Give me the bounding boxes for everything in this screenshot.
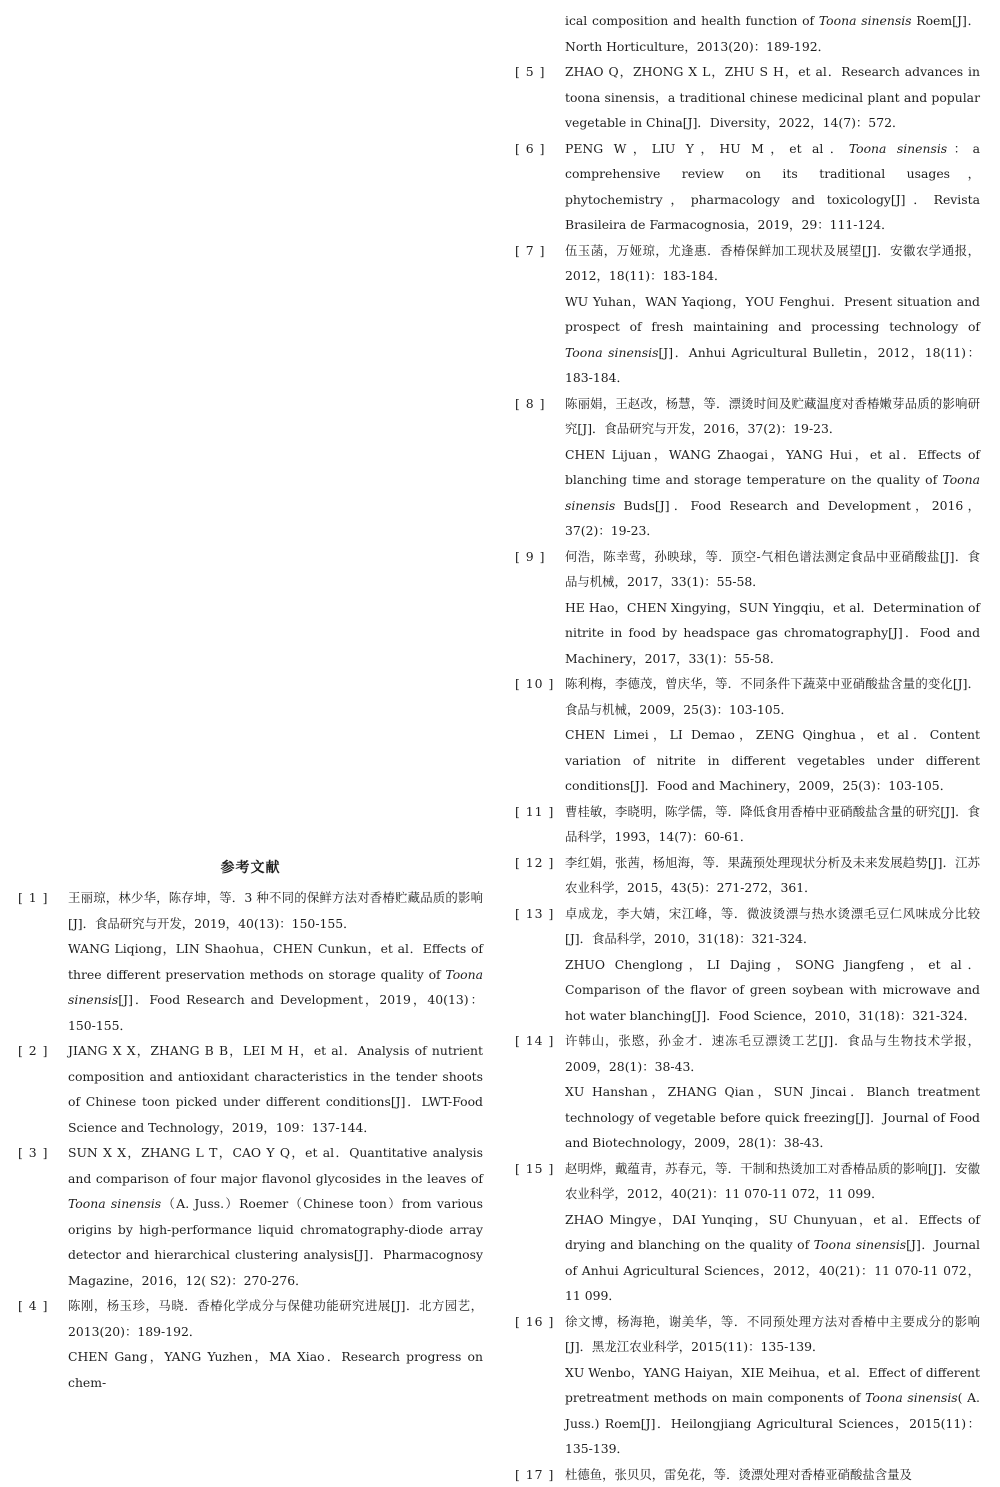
reference-english-part: [J]．Anhui Agricultural Bulletin，2012，18(11)：183-184． — [565, 345, 980, 386]
continuation-text-start: ical composition and health function of — [565, 13, 819, 28]
reference-english-text — [565, 59, 980, 136]
reference-item — [515, 59, 980, 136]
reference-item — [515, 1462, 980, 1487]
reference-chinese-text: 王丽琼，林少华，陈存坤，等．3 种不同的保鲜方法对香椿贮藏品质的影响[J]．食品研究与开发，2019，40(13)：150-155． — [68, 885, 483, 936]
reference-english-part: WANG Liqiong，LIN Shaohua，CHEN Cunkun，et al．Effects of three different preservation methods on storage quality of — [68, 941, 483, 982]
reference-english-part: SUN X X，ZHANG L T，CAO Y Q，et al．Quantitative analysis and comparison of four major flavonol glycosides in the leaves of — [68, 1145, 483, 1186]
reference-english-part: CHEN Gang，YANG Yuzhen，MA Xiao．Research progress on chem- — [68, 1349, 483, 1390]
reference-english-part: CHEN Lijuan，WANG Zhaogai，YANG Hui，et al．Effects of blanching time and storage temperature on the quality of — [565, 447, 980, 488]
reference-number: [ 14 ] — [515, 1028, 565, 1156]
reference-english-part: CHEN Limei，LI Demao，ZENG Qinghua，et al．Content variation of nitrite in different vegetables under different conditions[J]．Food and Machinery，2009，25(3)：103-105． — [565, 727, 980, 793]
reference-number: [ 9 ] — [515, 544, 565, 672]
reference-number: [ 12 ] — [515, 850, 565, 901]
reference-english-text — [565, 952, 980, 1029]
reference-item — [515, 391, 980, 544]
reference-body — [565, 238, 980, 391]
reference-body — [68, 1140, 483, 1293]
reference-english-part: （A. Juss.）Roemer（Chinese toon）from various origins by high-performance liquid chromatography-diode array detector and hierarchical clustering analysis[J]．Pharmacognosy Magazine，2016，12( S2)：270-276． — [68, 1196, 483, 1288]
reference-number: [ 5 ] — [515, 59, 565, 136]
reference-item — [515, 544, 980, 672]
reference-chinese-text: 杜德鱼，张贝贝，雷免花，等．烫漂处理对香椿亚硝酸盐含量及 — [565, 1462, 980, 1487]
reference-body — [565, 544, 980, 672]
reference-english-part: ZHUO Chenglong，LI Dajing，SONG Jiangfeng，et al．Comparison of the flavor of green soybean with microwave and hot water blanching[J]．Food Science，2010，31(18)：321-324． — [565, 957, 980, 1023]
right-column — [515, 8, 980, 1487]
reference-number: [ 8 ] — [515, 391, 565, 544]
reference-item — [515, 850, 980, 901]
reference-chinese-text: 卓成龙，李大婧，宋江峰，等．微波烫漂与热水烫漂毛豆仁风味成分比较[J]．食品科学，2010，31(18)：321-324． — [565, 901, 980, 952]
reference-number: [ 3 ] — [18, 1140, 68, 1293]
reference-english-part: ( A. Juss.) Roem[J]．Heilongjiang Agricultural Sciences，2015(11)：135-139． — [565, 1390, 980, 1456]
reference-body — [565, 671, 980, 799]
reference-number: [ 10 ] — [515, 671, 565, 799]
reference-english-part: WU Yuhan，WAN Yaqiong，YOU Fenghui．Present situation and prospect of fresh maintaining and processing technology of — [565, 294, 980, 335]
reference-body — [565, 1028, 980, 1156]
reference-english-text — [565, 1079, 980, 1156]
reference-body — [68, 1293, 483, 1395]
reference-english-part: XU Wenbo，YANG Haiyan，XIE Meihua，et al．Effect of different pretreatment methods on main components of — [565, 1365, 980, 1406]
reference-item — [18, 1140, 483, 1293]
reference-item — [515, 671, 980, 799]
reference-chinese-text: 徐文博，杨海艳，谢美华，等．不同预处理方法对香椿中主要成分的影响[J]．黑龙江农业科学，2015(11)：135-139． — [565, 1309, 980, 1360]
reference-chinese-text: 许韩山，张愍，孙金才．速冻毛豆漂烫工艺[J]．食品与生物技术学报，2009，28(1)：38-43． — [565, 1028, 980, 1079]
reference-italic-species: Toona sinensis — [865, 1390, 958, 1405]
reference-number: [ 4 ] — [18, 1293, 68, 1395]
reference-number: [ 16 ] — [515, 1309, 565, 1462]
reference-item — [18, 885, 483, 1038]
reference-english-text — [565, 722, 980, 799]
reference-number: [ 1 ] — [18, 885, 68, 1038]
reference-body — [565, 850, 980, 901]
reference-english-text — [68, 1140, 483, 1293]
references-heading: 参考文献 — [18, 853, 483, 883]
reference-italic-species: Toona sinensis — [68, 967, 483, 1008]
left-column — [18, 853, 483, 1395]
reference-body — [565, 1462, 980, 1487]
reference-body — [565, 391, 980, 544]
reference-item — [515, 1156, 980, 1309]
reference-english-part: [J]．Journal of Anhui Agricultural Sciences，2012，40(21)：11 070-11 072，11 099． — [565, 1237, 980, 1303]
reference-english-part: ：a comprehensive review on its traditional usages，phytochemistry，pharmacology and toxicology[J]．Revista Brasileira de Farmacognosia，2019，29：111-124． — [565, 141, 980, 233]
reference-body — [565, 901, 980, 1029]
reference-item — [18, 1038, 483, 1140]
reference-number: [ 15 ] — [515, 1156, 565, 1309]
reference-chinese-text: 曹桂敏，李晓明，陈学儒，等．降低食用香椿中亚硝酸盐含量的研究[J]．食品科学，1993，14(7)：60-61． — [565, 799, 980, 850]
reference-number: [ 17 ] — [515, 1462, 565, 1487]
reference-english-part: JIANG X X，ZHANG B B，LEI M H，et al．Analysis of nutrient composition and antioxidant characteristics in the tender shoots of Chinese toon picked under different conditions[J]．LWT-Food Science and Technology，2019，109：137-144． — [68, 1043, 483, 1135]
reference-body — [68, 885, 483, 1038]
reference-chinese-text: 赵明烨，戴蕴青，苏春元，等．干制和热烫加工对香椿品质的影响[J]．安徽农业科学，2012，40(21)：11 070-11 072，11 099． — [565, 1156, 980, 1207]
reference-italic-species: Toona sinensis — [565, 345, 658, 360]
reference-chinese-text: 李红娟，张茜，杨旭海，等．果蔬预处理现状分析及未来发展趋势[J]．江苏农业科学，2015，43(5)：271-272，361． — [565, 850, 980, 901]
reference-chinese-text: 陈丽娟，王赵改，杨慧，等．漂烫时间及贮藏温度对香椿嫩芽品质的影响研究[J]．食品研究与开发，2016，37(2)：19-23． — [565, 391, 980, 442]
reference-item — [515, 1028, 980, 1156]
reference-number: [ 7 ] — [515, 238, 565, 391]
reference-item — [515, 799, 980, 850]
reference-chinese-text: 何浩，陈幸莺，孙映球，等．顶空-气相色谱法测定食品中亚硝酸盐[J]．食品与机械，2017，33(1)：55-58． — [565, 544, 980, 595]
reference-chinese-text: 伍玉菡，万娅琼，尤逢惠．香椿保鲜加工现状及展望[J]．安徽农学通报，2012，18(11)：183-184． — [565, 238, 980, 289]
reference-italic-species: Toona sinensis — [565, 472, 980, 513]
reference-body — [565, 1309, 980, 1462]
reference-item — [515, 1309, 980, 1462]
reference-italic-species: Toona sinensis — [814, 1237, 906, 1252]
reference-list-right — [515, 59, 980, 1487]
reference-item — [515, 901, 980, 1029]
continuation-text-end: Roem[J]．North Horticulture，2013(20)：189-192． — [565, 13, 980, 54]
reference-number: [ 2 ] — [18, 1038, 68, 1140]
reference-italic-species: Toona sinensis — [849, 141, 947, 156]
reference-italic-species: Toona sinensis — [68, 1196, 161, 1211]
reference-english-part: ZHAO Mingye，DAI Yunqing，SU Chunyuan，et al．Effects of drying and blanching on the quality of — [565, 1212, 980, 1253]
reference-number: [ 13 ] — [515, 901, 565, 1029]
reference-english-text — [565, 136, 980, 238]
reference-list-left — [18, 885, 483, 1395]
reference-continuation — [515, 8, 980, 59]
reference-english-text — [565, 595, 980, 672]
reference-chinese-text: 陈利梅，李德茂，曾庆华，等．不同条件下蔬菜中亚硝酸盐含量的变化[J]．食品与机械，2009，25(3)：103-105． — [565, 671, 980, 722]
continuation-italic-species: Toona sinensis — [819, 13, 912, 28]
reference-body — [565, 59, 980, 136]
reference-body — [565, 799, 980, 850]
reference-english-text — [565, 1360, 980, 1462]
reference-body — [565, 1156, 980, 1309]
reference-english-part: PENG W，LIU Y，HU M，et al． — [565, 141, 849, 156]
reference-english-text — [68, 1344, 483, 1395]
reference-english-text — [565, 289, 980, 391]
reference-english-text — [565, 442, 980, 544]
reference-english-part: ZHAO Q，ZHONG X L，ZHU S H，et al．Research advances in toona sinensis，a traditional chinese medicinal plant and popular vegetable in China[J]．Diversity，2022，14(7)：572． — [565, 64, 980, 130]
reference-english-part: XU Hanshan，ZHANG Qian，SUN Jincai．Blanch treatment technology of vegetable before quick freezing[J]．Journal of Food and Biotechnology，2009，28(1)：38-43． — [565, 1084, 980, 1150]
reference-english-text — [565, 1207, 980, 1309]
reference-english-text — [68, 1038, 483, 1140]
reference-english-part: Buds[J]．Food Research and Development，2016，37(2)：19-23． — [565, 498, 980, 539]
reference-number: [ 11 ] — [515, 799, 565, 850]
reference-item — [18, 1293, 483, 1395]
reference-number: [ 6 ] — [515, 136, 565, 238]
reference-body — [68, 1038, 483, 1140]
reference-body — [565, 136, 980, 238]
reference-item — [515, 238, 980, 391]
reference-english-part: HE Hao，CHEN Xingying，SUN Yingqiu，et al．Determination of nitrite in food by headspace gas chromatography[J]．Food and Machinery，2017，33(1)：55-58． — [565, 600, 980, 666]
reference-item — [515, 136, 980, 238]
reference-english-part: [J]．Food Research and Development，2019，40(13)：150-155． — [68, 992, 483, 1033]
reference-chinese-text: 陈刚，杨玉珍，马晓．香椿化学成分与保健功能研究进展[J]．北方园艺，2013(20)：189-192． — [68, 1293, 483, 1344]
reference-english-text — [68, 936, 483, 1038]
